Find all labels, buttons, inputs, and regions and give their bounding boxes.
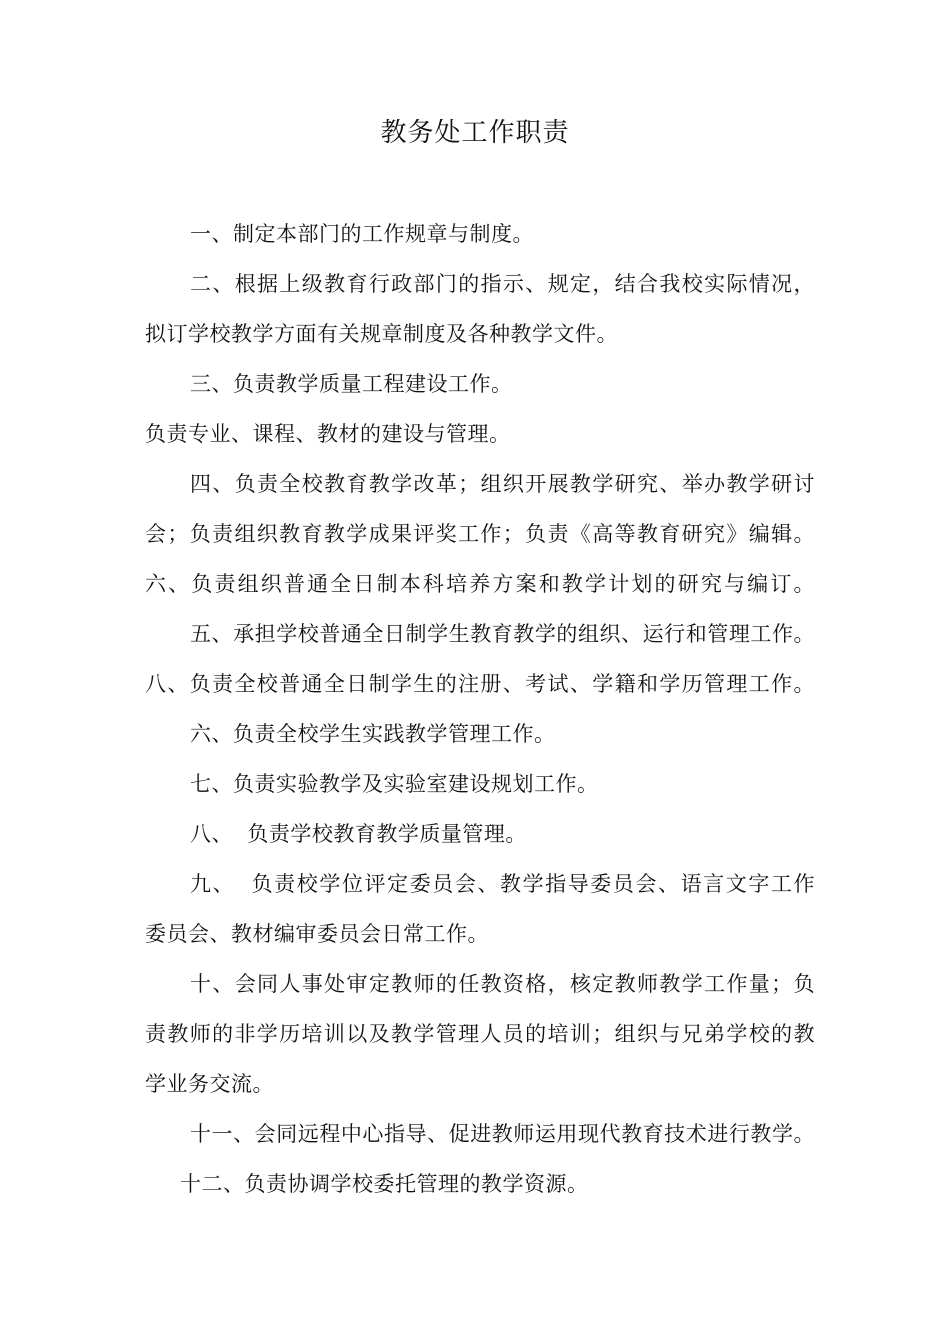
duty-line-14: 九、 负责校学位评定委员会、教学指导委员会、语言文字工作 bbox=[190, 872, 815, 896]
duty-line-6: 四、负责全校教育教学改革；组织开展教学研究、举办教学研讨 bbox=[190, 472, 815, 496]
duty-line-15: 委员会、教材编审委员会日常工作。 bbox=[145, 922, 489, 946]
duty-line-18: 学业务交流。 bbox=[145, 1072, 274, 1096]
duty-line-20: 十二、负责协调学校委托管理的教学资源。 bbox=[180, 1172, 589, 1196]
duty-line-3: 拟订学校教学方面有关规章制度及各种教学文件。 bbox=[145, 322, 618, 346]
duty-line-7: 会；负责组织教育教学成果评奖工作；负责《高等教育研究》编辑。 bbox=[145, 522, 815, 546]
duty-line-4: 三、负责教学质量工程建设工作。 bbox=[190, 372, 513, 396]
duty-line-12: 七、负责实验教学及实验室建设规划工作。 bbox=[190, 772, 599, 796]
duty-line-8: 六、负责组织普通全日制本科培养方案和教学计划的研究与编订。 bbox=[145, 572, 815, 596]
duty-line-11: 六、负责全校学生实践教学管理工作。 bbox=[190, 722, 556, 746]
duty-line-16: 十、会同人事处审定教师的任教资格，核定教师教学工作量；负 bbox=[190, 972, 815, 996]
duty-line-10: 八、负责全校普通全日制学生的注册、考试、学籍和学历管理工作。 bbox=[145, 672, 815, 696]
duty-line-2: 二、根据上级教育行政部门的指示、规定，结合我校实际情况， bbox=[190, 272, 815, 296]
duty-line-5: 负责专业、课程、教材的建设与管理。 bbox=[145, 422, 511, 446]
duty-line-13: 八、 负责学校教育教学质量管理。 bbox=[190, 822, 527, 846]
document-title: 教务处工作职责 bbox=[380, 118, 570, 148]
duty-line-19: 十一、会同远程中心指导、促进教师运用现代教育技术进行教学。 bbox=[190, 1122, 815, 1146]
duty-line-17: 责教师的非学历培训以及教学管理人员的培训；组织与兄弟学校的教 bbox=[145, 1022, 815, 1046]
duty-line-9: 五、承担学校普通全日制学生教育教学的组织、运行和管理工作。 bbox=[190, 622, 815, 646]
duty-line-1: 一、制定本部门的工作规章与制度。 bbox=[190, 222, 534, 246]
